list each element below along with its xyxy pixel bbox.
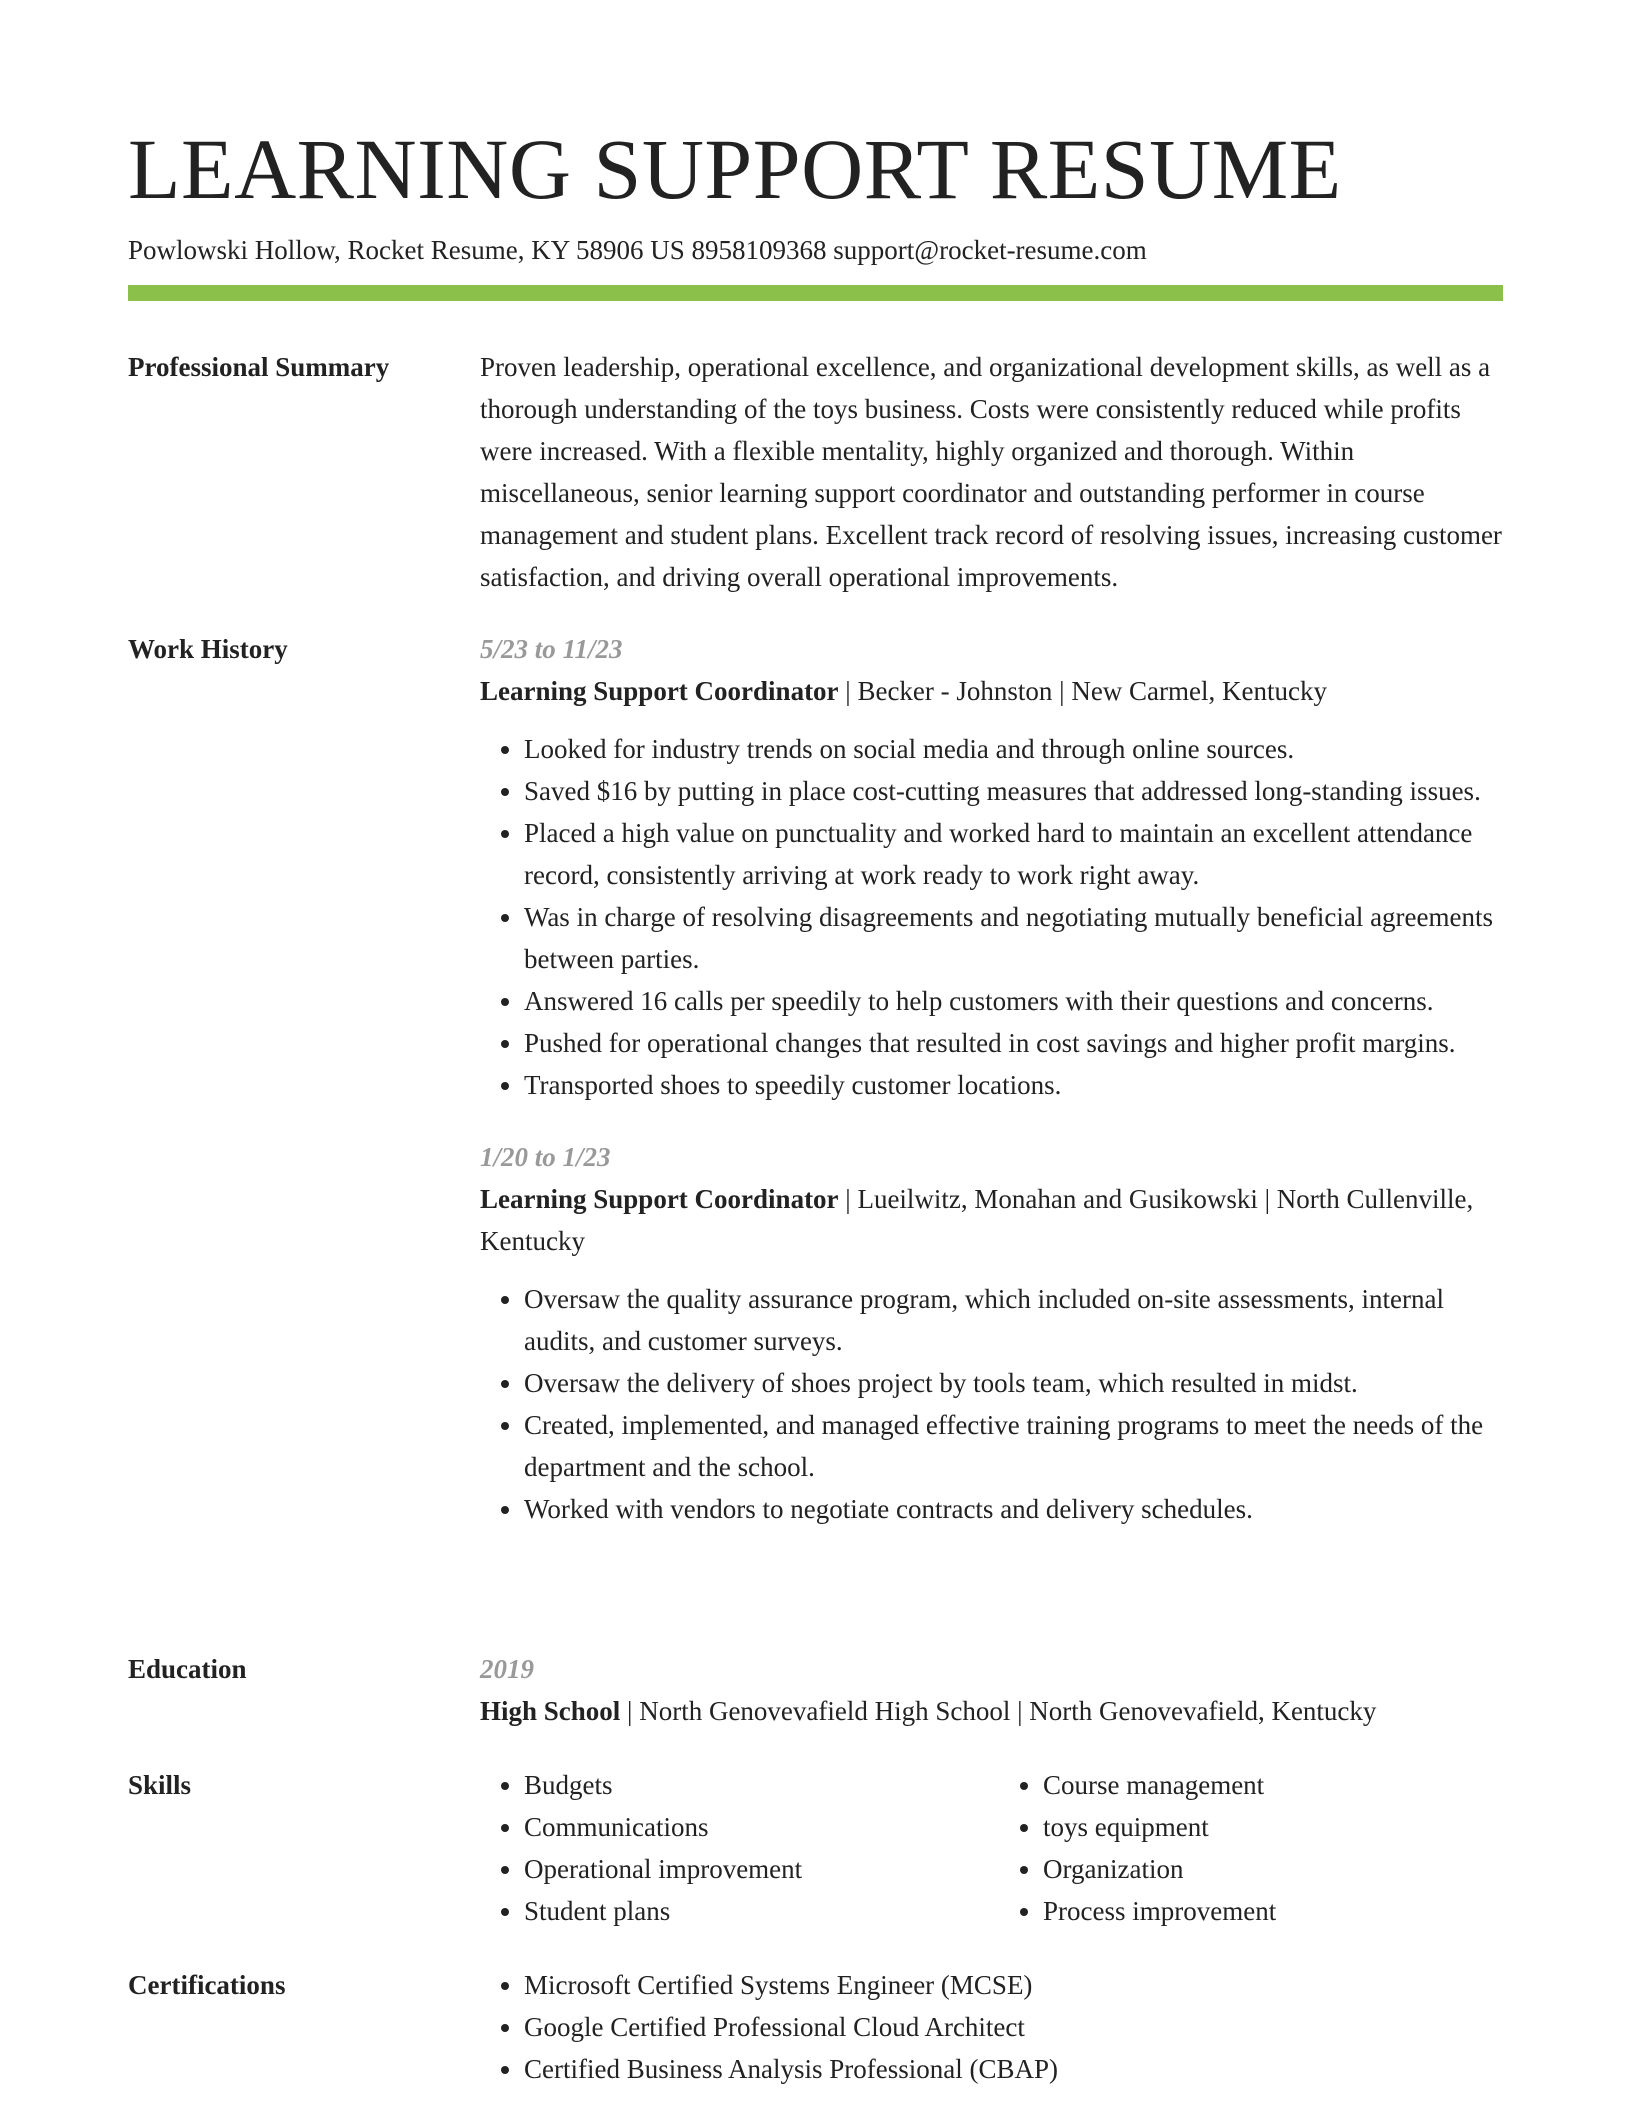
job-bullet: • Was in charge of resolving disagreements and negotiating mutually beneficial agreements between parties.: [524, 896, 1503, 980]
job-details: | Becker - Johnston | New Carmel, Kentucky: [838, 676, 1327, 706]
summary-text: Proven leadership, operational excellence, and organizational development skills, as well as a thorough understanding of the toys business. Costs were consistently reduced while profits were increased. With a flexible mentality, highly organized and thorough. Within miscellaneous, senior learning support coordinator and outstanding performer in course management and student plans. Excellent track record of resolving issues, increasing customer satisfaction, and driving overall operational improvements.: [480, 352, 1502, 592]
certification-item: • Google Certified Professional Cloud Architect: [524, 2006, 1503, 2048]
skills-label: Skills: [128, 1770, 192, 1800]
job-role-line: [480, 670, 1503, 712]
education-details: | North Genovevafield High School | North Genovevafield, Kentucky: [620, 1696, 1377, 1726]
skill-item: • Student plans: [524, 1890, 984, 1932]
job-bullets: [480, 1278, 1503, 1530]
skill-item: • Operational improvement: [524, 1848, 984, 1890]
job-bullet: • Looked for industry trends on social media and through online sources.: [524, 728, 1503, 770]
job-entry: [480, 1136, 1503, 1530]
skills-columns: [480, 1764, 1503, 1932]
education-label: Education: [128, 1654, 247, 1684]
job-bullet: • Oversaw the quality assurance program, which included on-site assessments, internal audits, and customer surveys.: [524, 1278, 1503, 1362]
education-line: [480, 1690, 1503, 1732]
job-bullet: • Worked with vendors to negotiate contracts and delivery schedules.: [524, 1488, 1503, 1530]
job-title: Learning Support Coordinator: [480, 1184, 839, 1214]
header-divider: [128, 285, 1503, 301]
job-bullet: • Transported shoes to speedily customer locations.: [524, 1064, 1503, 1106]
skill-item: • toys equipment: [1043, 1806, 1503, 1848]
job-bullet: • Saved $16 by putting in place cost-cutting measures that addressed long-standing issues.: [524, 770, 1503, 812]
job-bullets: [480, 728, 1503, 1106]
certification-item: • Certified Business Analysis Professional (CBAP): [524, 2048, 1503, 2090]
summary-label: Professional Summary: [128, 352, 390, 382]
skills-list-left: [480, 1764, 984, 1932]
resume-title: LEARNING SUPPORT RESUME: [128, 121, 1342, 217]
contact-line: Powlowski Hollow, Rocket Resume, KY 58906 US 8958109368 support@rocket-resume.com: [128, 235, 1147, 265]
work-history-label: Work History: [128, 634, 288, 664]
job-bullet: • Oversaw the delivery of shoes project by tools team, which resulted in midst.: [524, 1362, 1503, 1404]
job-bullet: • Answered 16 calls per speedily to help customers with their questions and concerns.: [524, 980, 1503, 1022]
job-entry: [480, 628, 1503, 1106]
job-bullet: • Pushed for operational changes that resulted in cost savings and higher profit margins.: [524, 1022, 1503, 1064]
job-title: Learning Support Coordinator: [480, 676, 839, 706]
job-dates: 5/23 to 11/23: [480, 634, 623, 664]
skill-item: • Course management: [1043, 1764, 1503, 1806]
certification-item: • Microsoft Certified Systems Engineer (MCSE): [524, 1964, 1503, 2006]
skill-item: • Organization: [1043, 1848, 1503, 1890]
education-degree: High School: [480, 1696, 621, 1726]
skill-item: • Process improvement: [1043, 1890, 1503, 1932]
job-dates: 1/20 to 1/23: [480, 1142, 611, 1172]
skills-list-right: [999, 1764, 1503, 1932]
job-bullet: • Placed a high value on punctuality and worked hard to maintain an excellent attendance record, consistently arriving at work ready to work right away.: [524, 812, 1503, 896]
job-details: | Lueilwitz, Monahan and Gusikowski | North Cullenville, Kentucky: [480, 1184, 1474, 1256]
job-role-line: [480, 1178, 1503, 1262]
certifications-label: Certifications: [128, 1970, 286, 2000]
job-bullet: • Created, implemented, and managed effective training programs to meet the needs of the department and the school.: [524, 1404, 1503, 1488]
skill-item: • Communications: [524, 1806, 984, 1848]
certifications-list: [480, 1964, 1503, 2090]
education-year: 2019: [480, 1654, 534, 1684]
skill-item: • Budgets: [524, 1764, 984, 1806]
